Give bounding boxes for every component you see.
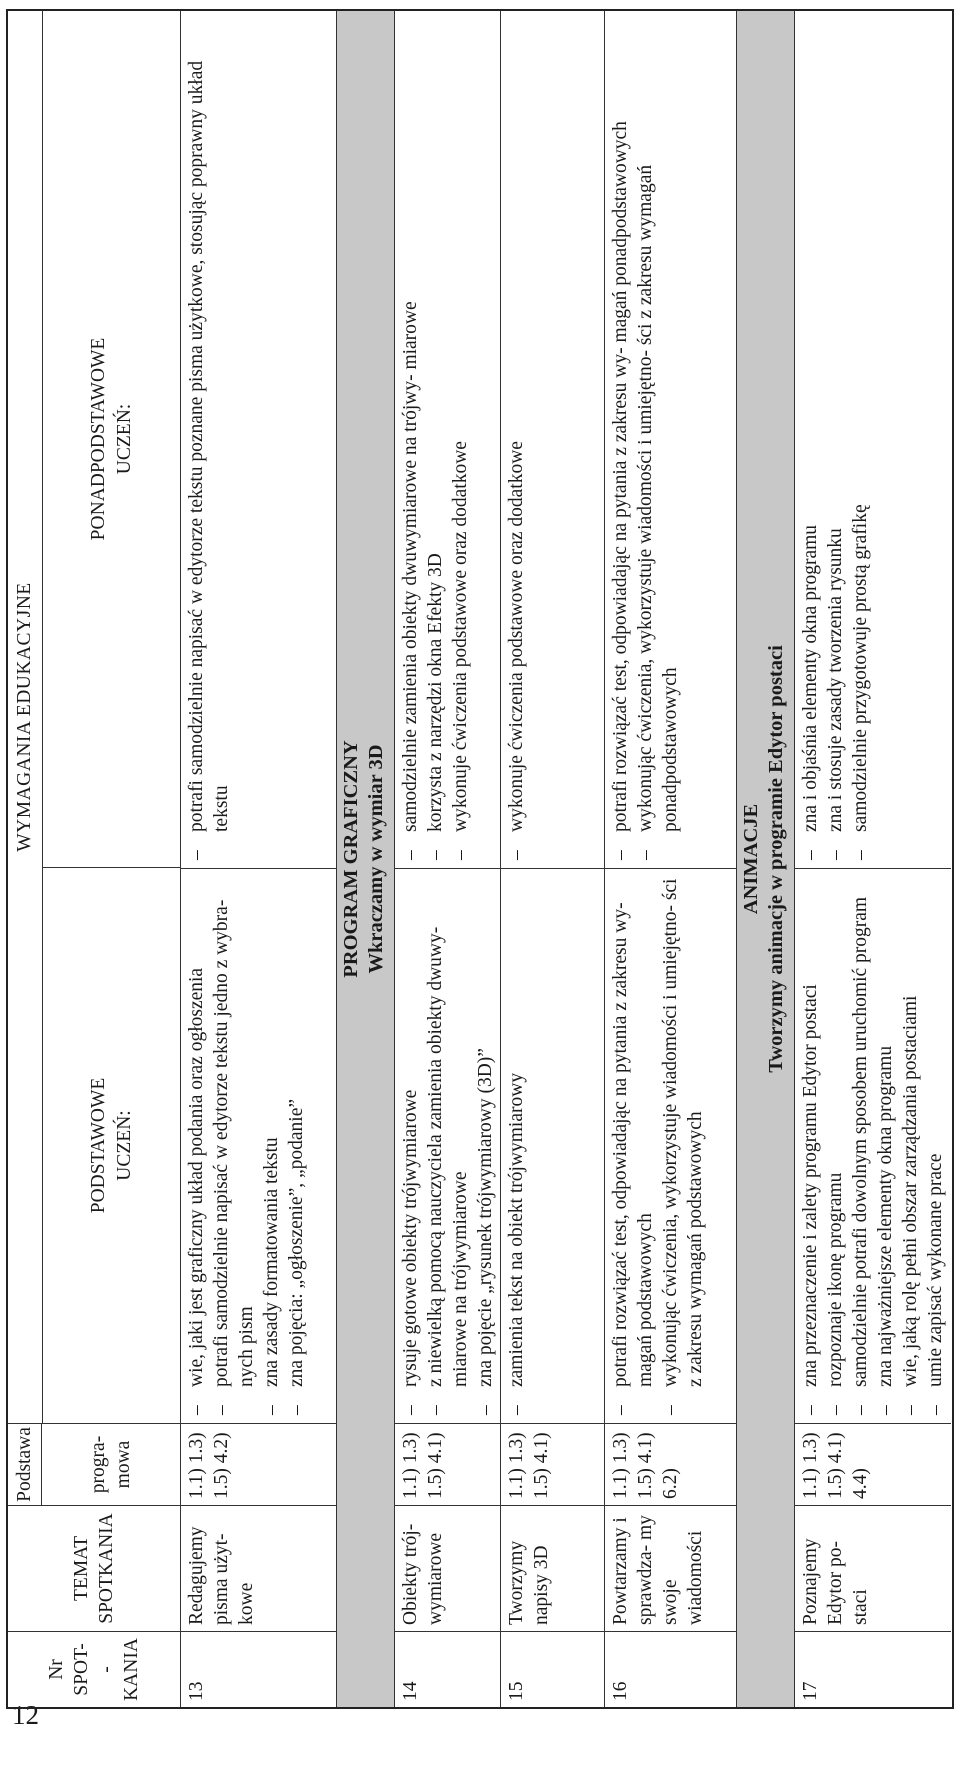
list-item: – zna najważniejsze elementy okna programu [873,875,898,1417]
list-item: – potrafi samodzielnie napisać w edytorze tekstu jedno z wybra- nych pism [209,875,259,1417]
row-ponadpodstawowe [395,11,500,868]
row-ponadpodstawowe [181,11,336,868]
header-podstawa: Podstawa [8,1424,42,1505]
list-item: – wykonuje ćwiczenia podstawowe oraz dodatkowe [448,17,473,862]
list-item: – z niewielką pomocą nauczyciela zamienia obiekty dwuwy- miarowe na trójwymiarowe [423,875,473,1417]
list-item: – zna przeznaczenie i zalety programu Edytor postaci [798,875,823,1417]
row-podstawowe [395,868,500,1423]
row-podstawa: 1.1) 1.3) 1.5) 4.1) [501,1423,604,1505]
list-item: – wykonuje ćwiczenia podstawowe oraz dodatkowe [504,17,529,862]
list-item: – potrafi rozwiązać test, odpowiadając na pytania z zakresu wy- magań podstawowych [608,875,658,1417]
list-item: – korzysta z narzędzi okna Efekty 3D [423,17,448,862]
list-item: – wykonując ćwiczenia, wykorzystuje wiadomości i umiejętno- ści z zakresu wymagań podstawowych [658,875,708,1417]
row-temat: Redagujemy pisma użyt- kowe [181,1505,336,1631]
table-row [795,11,951,1707]
header-wymagania-cell [8,11,180,1423]
list-item: – rysuje gotowe obiekty trójwymiarowe [398,875,423,1417]
header-temat: TEMAT SPOTKANIA [8,1505,180,1631]
section-title: ANIMACJE [740,803,762,915]
list-item: – potrafi samodzielnie napisać w edytorze tekstu poznane pisma użytkowe, stosując poprawny układ tekstu [184,17,234,862]
row-podstawowe [605,868,736,1423]
row-podstawowe [181,868,336,1423]
table-row [605,11,737,1707]
row-podstawa: 1.1) 1.3) 1.5) 4.2) [181,1423,336,1505]
header-ponadpodstawowe: PONADPODSTAWOWE [87,337,109,541]
list-item: – wykonując ćwiczenia, wykorzystuje wiadomości i umiejętno- ści z zakresu wymagań ponadpodstawowych [633,17,683,862]
list-item: – potrafi rozwiązać test, odpowiadając na pytania z zakresu wy- magań ponadpodstawowych [608,17,633,862]
table-row [501,11,605,1707]
row-ponadpodstawowe [605,11,736,868]
list-item: – zna i objaśnia elementy okna programu [798,17,823,862]
row-temat: Powtarzamy i sprawdza- my swoje wiadomości [605,1505,736,1631]
header-podstawowe: PODSTAWOWE [87,1077,109,1214]
row-podstawa: 1.1) 1.3) 1.5) 4.1) [395,1423,500,1505]
row-podstawa: 1.1) 1.3) 1.5) 4.1) 6.2) [605,1423,736,1505]
section-subtitle: Tworzymy animacje w programie Edytor postaci [765,645,787,1073]
row-podstawowe [501,868,604,1423]
row-temat: Poznajemy Edytor po- staci [795,1505,951,1631]
list-item: – rozpoznaje ikonę programu [823,875,848,1417]
list-item: – wie, jaki jest graficzny układ podania oraz ogłoszenia [184,875,209,1417]
list-item: – zna pojęcie „rysunek trójwymiarowy (3D)” [473,875,498,1417]
row-ponadpodstawowe [501,11,604,868]
header-podstawa-cell [8,1423,180,1505]
row-podstawowe [795,868,951,1423]
row-nr: 16 [605,1631,736,1707]
section-title: PROGRAM GRAFICZNY [340,740,362,978]
row-nr: 17 [795,1631,951,1707]
table-row [181,11,337,1707]
header-ponadpodstawowe-uczen: UCZEŃ: [113,403,135,475]
row-nr: 13 [181,1631,336,1707]
list-item: – zna pojęcia: „ogłoszenie”, „podanie” [284,875,309,1417]
header-programowa: progra- mowa [88,1435,134,1494]
list-item: – samodzielnie przygotowuje prostą grafikę [848,17,873,862]
requirements-table [6,9,954,1709]
list-item: – umie zapisać wykonane prace [923,875,948,1417]
list-item: – zamienia tekst na obiekt trójwymiarowy [504,875,529,1417]
header-podstawowe-uczen: UCZEŃ: [113,1110,135,1181]
row-ponadpodstawowe [795,11,951,868]
list-item: – samodzielnie potrafi dowolnym sposobem uruchomić program [848,875,873,1417]
list-item: – zna i stosuje zasady tworzenia rysunku [823,17,848,862]
header-wymagania: WYMAGANIA EDUKACYJNE [8,11,43,1423]
row-nr: 14 [395,1631,500,1707]
list-item: – samodzielnie zamienia obiekty dwuwymiarowe na trójwy- miarowe [398,17,423,862]
row-temat: Obiekty trój- wymiarowe [395,1505,500,1631]
page-number: 12 [12,1700,39,1730]
header-ponadpodstawowe-cell [43,11,180,867]
section-row [337,11,395,1707]
list-item: – wie, jaką rolę pełni obszar zarządzania postaciami [898,875,923,1417]
row-nr: 15 [501,1631,604,1707]
row-podstawa: 1.1) 1.3) 1.5) 4.1) 4.4) [795,1423,951,1505]
header-nr: Nr SPOT- -KANIA [8,1631,180,1707]
list-item: – zna zasady formatowania tekstu [259,875,284,1417]
section-subtitle: Wkraczamy w wymiar 3D [365,744,387,974]
header-podstawowe-cell [43,867,180,1423]
section-row [737,11,795,1707]
table-row [395,11,501,1707]
table-header [8,11,181,1707]
row-temat: Tworzymy napisy 3D [501,1505,604,1631]
